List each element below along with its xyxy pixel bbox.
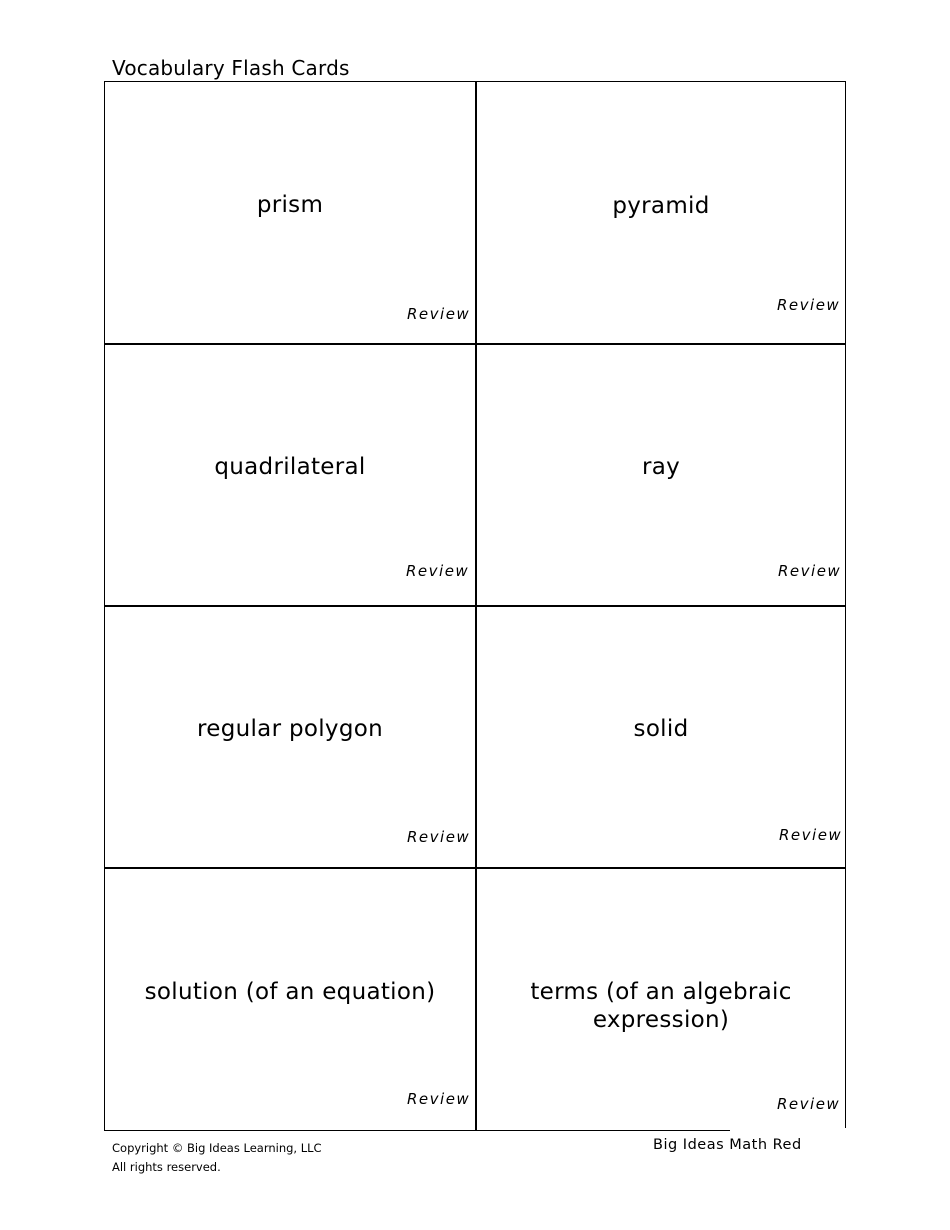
card-review-label: Review	[778, 562, 842, 580]
card-term: prism	[256, 192, 324, 218]
card-review-label: Review	[407, 305, 471, 323]
flash-card	[105, 344, 475, 606]
card-review-label: Review	[777, 296, 841, 314]
card-review-label: Review	[777, 1095, 841, 1113]
flash-card	[476, 82, 846, 344]
book-title: Big Ideas Math Red	[653, 1137, 802, 1153]
card-review-label: Review	[407, 828, 471, 846]
rights-line: All rights reserved.	[112, 1160, 221, 1174]
card-term: ray	[641, 454, 681, 480]
flash-card	[476, 868, 846, 1130]
card-review-label: Review	[779, 826, 843, 844]
flash-card	[476, 344, 846, 606]
card-review-label: Review	[406, 562, 470, 580]
page-title: Vocabulary Flash Cards	[112, 56, 350, 80]
flash-card	[105, 606, 475, 868]
card-term: regular polygon	[197, 716, 383, 742]
flash-card-grid	[104, 81, 846, 1131]
copyright-line: Copyright © Big Ideas Learning, LLC	[112, 1141, 322, 1155]
copyright-notice	[112, 1139, 322, 1177]
flash-card	[476, 606, 846, 868]
card-term: solution (of an equation)	[144, 979, 436, 1005]
border-gap	[730, 1128, 850, 1134]
card-term: quadrilateral	[214, 454, 366, 480]
card-term: terms (of an algebraic expression)	[530, 979, 792, 1033]
card-review-label: Review	[407, 1090, 471, 1108]
flash-card	[105, 868, 475, 1130]
card-term: pyramid	[612, 193, 710, 219]
card-term: solid	[633, 716, 689, 742]
flash-card	[105, 82, 475, 344]
